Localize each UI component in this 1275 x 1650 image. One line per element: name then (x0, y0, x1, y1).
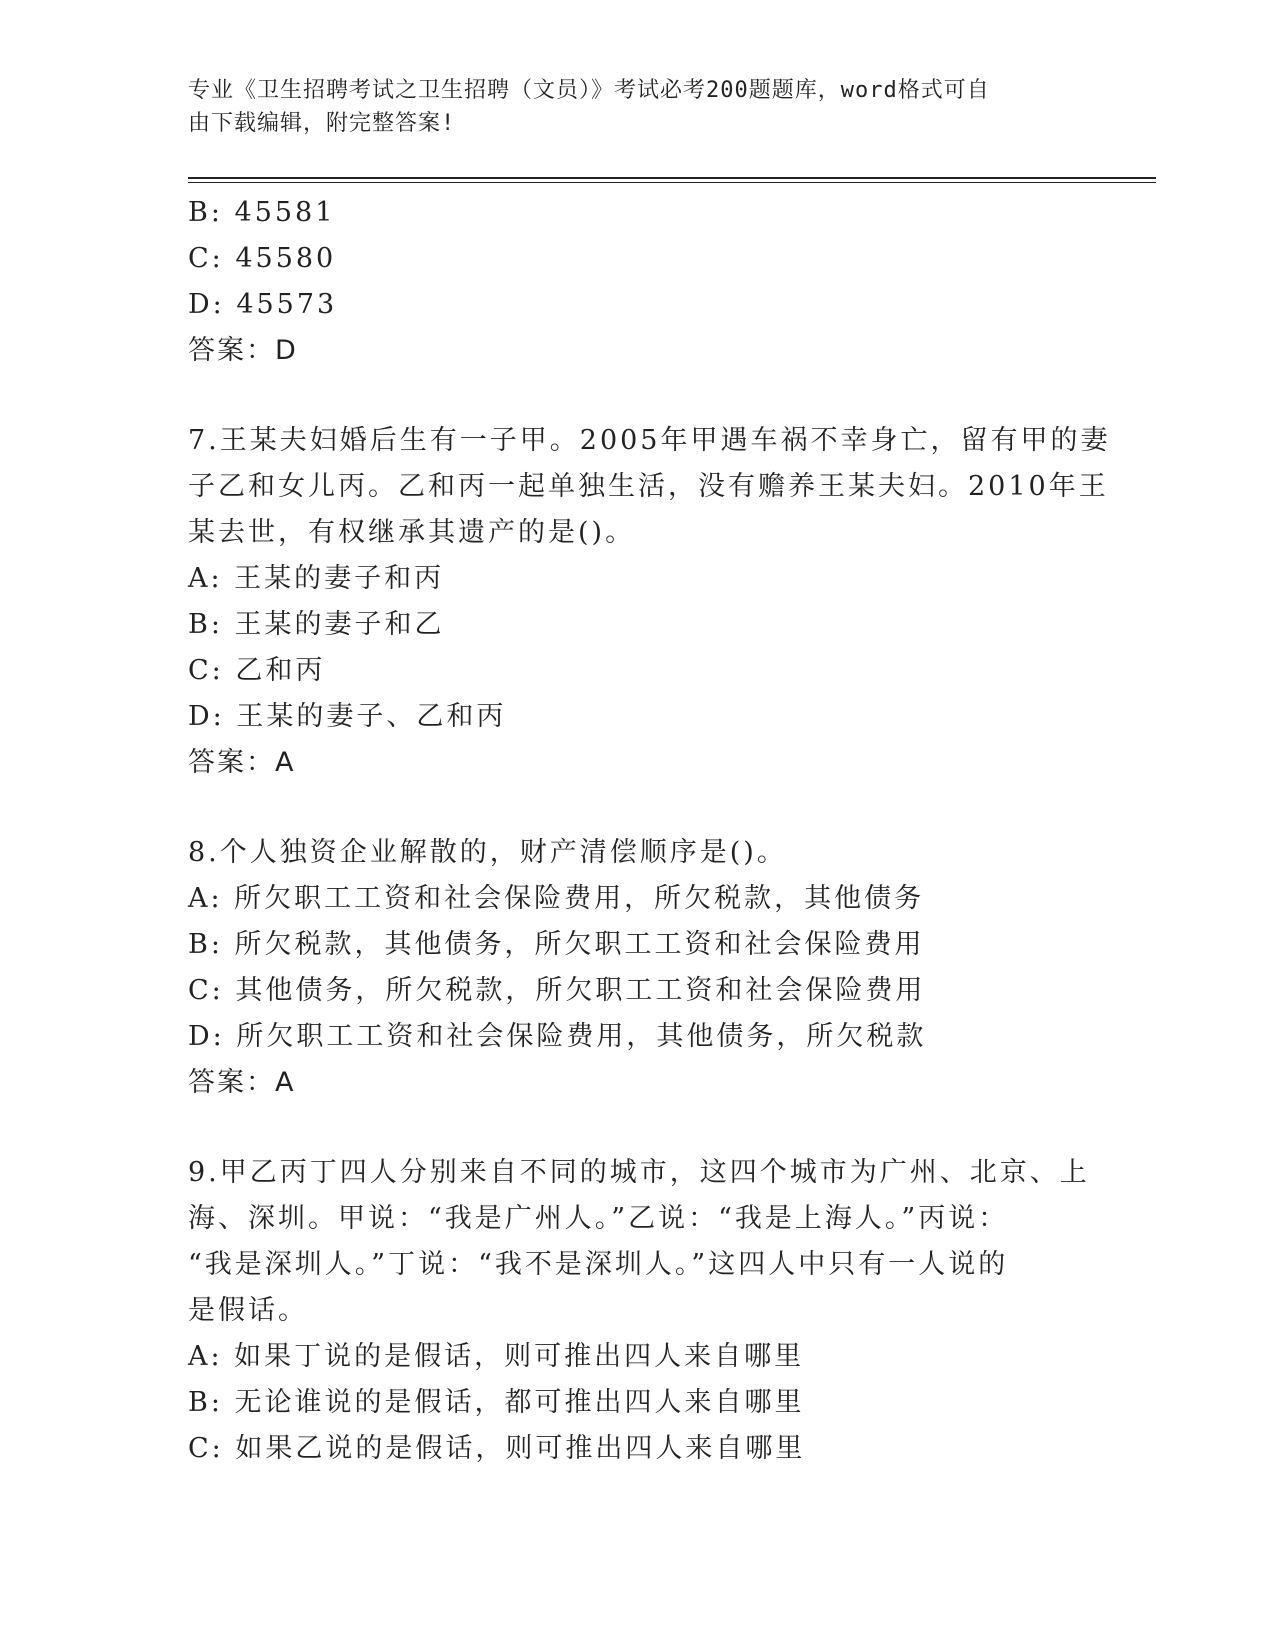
question-6 (188, 190, 1068, 374)
spacer (188, 374, 1068, 418)
question-stem: 某去世，有权继承其遗产的是()。 (188, 517, 636, 548)
spacer (188, 1106, 1068, 1150)
question-stem: 海、深圳。甲说：“我是广州人。”乙说：“我是上海人。”丙说： (188, 1203, 1009, 1234)
option-d: D: 所欠职工工资和社会保险费用，其他债务，所欠税款 (188, 1021, 927, 1052)
option-d: D: 王某的妻子、乙和丙 (188, 701, 507, 732)
header-line-2: 由下载编辑，附完整答案! (188, 111, 456, 136)
option-c: C: 45580 (188, 243, 337, 274)
question-7 (188, 418, 1111, 786)
question-stem: 9.甲乙丙丁四人分别来自不同的城市，这四个城市为广州、北京、上 (188, 1157, 1090, 1188)
header-divider-thick (188, 177, 1156, 179)
page-header (188, 74, 1068, 140)
option-b: B: 无论谁说的是假话，都可推出四人来自哪里 (188, 1387, 805, 1418)
answer: 答案：D (188, 335, 298, 366)
spacer (188, 786, 1068, 830)
question-stem: 7.王某夫妇婚后生有一子甲。2005年甲遇车祸不幸身亡，留有甲的妻 (188, 425, 1111, 456)
option-d: D: 45573 (188, 289, 338, 320)
header-line-1: 专业《卫生招聘考试之卫生招聘（文员）》考试必考200题题库，word格式可自 (188, 78, 990, 103)
option-b: B: 王某的妻子和乙 (188, 609, 445, 640)
question-stem: “我是深圳人。”丁说：“我不是深圳人。”这四人中只有一人说的 (188, 1249, 1009, 1280)
question-content (188, 190, 1111, 1472)
option-b: B: 45581 (188, 197, 336, 228)
option-c: C: 如果乙说的是假话，则可推出四人来自哪里 (188, 1433, 806, 1464)
option-c: C: 乙和丙 (188, 655, 326, 686)
option-c: C: 其他债务，所欠税款，所欠职工工资和社会保险费用 (188, 975, 926, 1006)
question-9 (188, 1150, 1090, 1472)
option-a: A: 如果丁说的是假话，则可推出四人来自哪里 (188, 1341, 805, 1372)
option-b: B: 所欠税款，其他债务，所欠职工工资和社会保险费用 (188, 929, 925, 960)
answer: 答案：A (188, 1067, 296, 1098)
option-a: A: 所欠职工工资和社会保险费用，所欠税款，其他债务 (188, 883, 925, 914)
question-8 (188, 830, 1068, 1106)
answer: 答案：A (188, 747, 296, 778)
header-divider-thin (188, 182, 1156, 183)
option-a: A: 王某的妻子和丙 (188, 563, 445, 594)
question-stem: 是假话。 (188, 1295, 308, 1326)
question-stem: 子乙和女儿丙。乙和丙一起单独生活，没有赡养王某夫妇。2010年王 (188, 471, 1109, 502)
question-stem: 8.个人独资企业解散的，财产清偿顺序是()。 (188, 837, 787, 868)
